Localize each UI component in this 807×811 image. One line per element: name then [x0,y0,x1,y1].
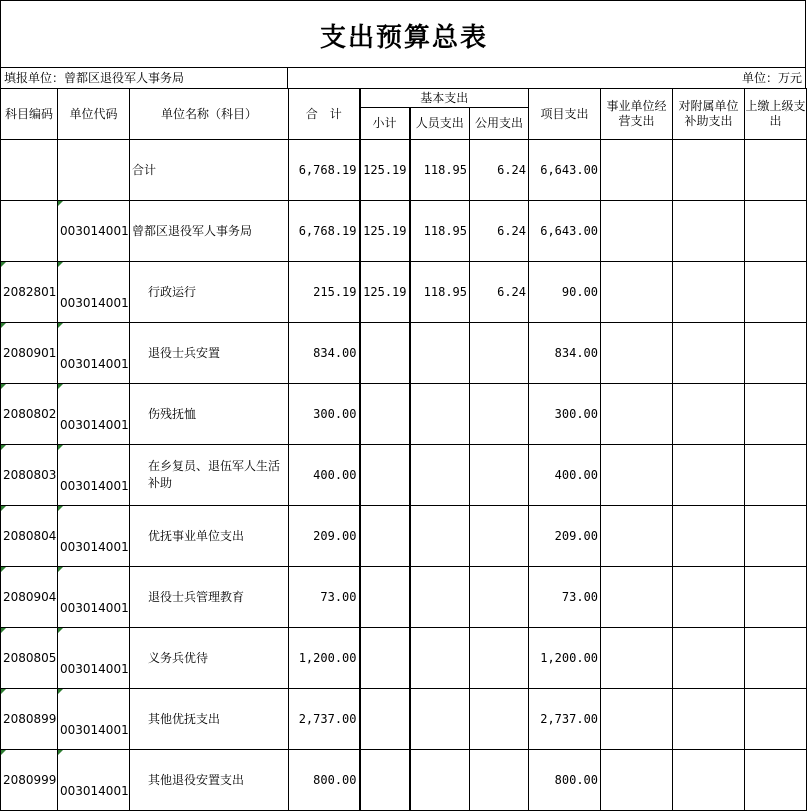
subject-code-cell [1,323,58,384]
total-cell: 73.00 [289,567,360,628]
header-business: 事业单位经营支出 [601,89,673,140]
unit-code-cell [58,201,130,262]
unit-name-cell: 优抚事业单位支出 [130,506,289,567]
header-subtotal: 小计 [360,108,410,140]
subsidy-cell [673,201,745,262]
green-marker-icon [58,323,63,328]
personnel-cell [410,445,470,506]
unit-code-text: 003014001 [60,723,129,737]
green-marker-icon [58,384,63,389]
subtotal-cell: 125.19 [360,140,410,201]
unit-name-cell: 退役士兵管理教育 [130,567,289,628]
subsidy-cell [673,445,745,506]
green-marker-icon [58,750,63,755]
subsidy-cell [673,750,745,811]
business-cell [601,567,673,628]
unit-code-cell [58,445,130,506]
subject-code-cell [1,567,58,628]
business-cell [601,506,673,567]
table-row [1,140,807,201]
subject-code-cell [1,689,58,750]
subject-code-text: 2080802 [3,407,57,421]
subject-code-cell [1,140,58,201]
table-row [1,445,807,506]
upper-cell [745,323,807,384]
subtotal-cell [360,567,410,628]
total-cell: 800.00 [289,750,360,811]
upper-cell [745,384,807,445]
public-cell [470,506,529,567]
subject-code-cell [1,262,58,323]
subject-code-cell [1,750,58,811]
business-cell [601,201,673,262]
table-row [1,506,807,567]
green-marker-icon [58,262,63,267]
unit-name-cell: 伤残抚恤 [130,384,289,445]
subject-code-text: 2080804 [3,529,57,543]
personnel-cell: 118.95 [410,201,470,262]
green-marker-icon [58,445,63,450]
total-cell: 834.00 [289,323,360,384]
table-row [1,628,807,689]
public-cell: 6.24 [470,262,529,323]
subtotal-cell [360,506,410,567]
public-cell [470,689,529,750]
total-cell: 400.00 [289,445,360,506]
subtotal-cell [360,689,410,750]
unit-name-cell: 曾都区退役军人事务局 [130,201,289,262]
upper-cell [745,140,807,201]
unit-code-text: 003014001 [60,601,129,615]
personnel-cell: 118.95 [410,262,470,323]
personnel-cell [410,628,470,689]
green-marker-icon [1,506,6,511]
business-cell [601,323,673,384]
unit-name-cell: 行政运行 [130,262,289,323]
header-unit-code: 单位代码 [58,89,130,140]
unit-name-cell: 其他退役安置支出 [130,750,289,811]
unit-code-cell [58,140,130,201]
unit-name-cell: 其他优抚支出 [130,689,289,750]
header-upper: 上缴上级支出 [745,89,807,140]
subject-code-text: 2080999 [3,773,57,787]
unit-name-cell: 义务兵优待 [130,628,289,689]
unit-code-text: 003014001 [60,357,129,371]
subject-code-cell [1,628,58,689]
header-unit-name: 单位名称（科目） [130,89,289,140]
business-cell [601,750,673,811]
green-marker-icon [1,323,6,328]
header-basic: 基本支出 [360,89,529,108]
header-subject-code: 科目编码 [1,89,58,140]
subsidy-cell [673,567,745,628]
subsidy-cell [673,628,745,689]
green-marker-icon [1,445,6,450]
unit-code-text: 003014001 [60,224,129,238]
subtotal-cell [360,628,410,689]
header-public: 公用支出 [470,108,529,140]
subject-code-text: 2080904 [3,590,57,604]
unit-name-cell: 合计 [130,140,289,201]
header-total: 合 计 [289,89,360,140]
filing-unit-text: 填报单位：曾都区退役军人事务局 [4,71,185,85]
public-cell [470,323,529,384]
personnel-cell: 118.95 [410,140,470,201]
unit-label-text: 单位：万元 [741,71,802,85]
public-cell [470,628,529,689]
filing-unit [0,68,288,88]
unit-code-cell [58,689,130,750]
upper-cell [745,262,807,323]
subtotal-cell: 125.19 [360,201,410,262]
upper-cell [745,445,807,506]
table-row [1,689,807,750]
upper-cell [745,750,807,811]
personnel-cell [410,506,470,567]
total-cell: 209.00 [289,506,360,567]
personnel-cell [410,567,470,628]
total-cell: 1,200.00 [289,628,360,689]
table-row [1,201,807,262]
upper-cell [745,567,807,628]
public-cell [470,445,529,506]
business-cell [601,689,673,750]
project-cell: 6,643.00 [529,201,601,262]
subject-code-text: 2080899 [3,712,57,726]
unit-code-text: 003014001 [60,662,129,676]
upper-cell [745,689,807,750]
subsidy-cell [673,323,745,384]
subtotal-cell [360,384,410,445]
unit-code-text: 003014001 [60,540,129,554]
total-cell: 6,768.19 [289,201,360,262]
green-marker-icon [58,628,63,633]
green-marker-icon [1,262,6,267]
unit-code-text: 003014001 [60,784,129,798]
upper-cell [745,628,807,689]
unit-code-cell [58,506,130,567]
subsidy-cell [673,140,745,201]
personnel-cell [410,750,470,811]
personnel-cell [410,689,470,750]
green-marker-icon [1,750,6,755]
total-cell: 215.19 [289,262,360,323]
unit-name-cell: 在乡复员、退伍军人生活补助 [130,445,289,506]
project-cell: 300.00 [529,384,601,445]
business-cell [601,384,673,445]
total-cell: 2,737.00 [289,689,360,750]
table-row [1,323,807,384]
subject-code-cell [1,201,58,262]
unit-label [288,68,806,88]
project-cell: 209.00 [529,506,601,567]
personnel-cell [410,323,470,384]
unit-code-cell [58,750,130,811]
unit-code-cell [58,567,130,628]
table-row [1,262,807,323]
upper-cell [745,201,807,262]
business-cell [601,140,673,201]
header-personnel: 人员支出 [410,108,470,140]
business-cell [601,628,673,689]
subtotal-cell [360,323,410,384]
subject-code-cell [1,384,58,445]
project-cell: 800.00 [529,750,601,811]
budget-table [0,88,807,811]
business-cell [601,445,673,506]
subtotal-cell [360,445,410,506]
personnel-cell [410,384,470,445]
subsidy-cell [673,262,745,323]
subsidy-cell [673,689,745,750]
green-marker-icon [1,689,6,694]
header-subsidy: 对附属单位补助支出 [673,89,745,140]
table-row [1,384,807,445]
project-cell: 1,200.00 [529,628,601,689]
subject-code-cell [1,445,58,506]
public-cell: 6.24 [470,201,529,262]
table-row [1,750,807,811]
subject-code-text: 2080901 [3,346,57,360]
unit-code-cell [58,628,130,689]
subject-code-text: 2080803 [3,468,57,482]
subtotal-cell [360,750,410,811]
public-cell: 6.24 [470,140,529,201]
green-marker-icon [58,567,63,572]
project-cell: 6,643.00 [529,140,601,201]
table-row [1,567,807,628]
unit-code-cell [58,323,130,384]
green-marker-icon [1,384,6,389]
green-marker-icon [1,567,6,572]
project-cell: 834.00 [529,323,601,384]
project-cell: 2,737.00 [529,689,601,750]
subject-code-cell [1,506,58,567]
unit-code-cell [58,384,130,445]
title-box [0,0,806,68]
unit-code-cell [58,262,130,323]
header-row-1 [1,89,807,108]
subsidy-cell [673,384,745,445]
unit-code-text: 003014001 [60,418,129,432]
green-marker-icon [58,201,63,206]
public-cell [470,384,529,445]
green-marker-icon [1,628,6,633]
unit-code-text: 003014001 [60,296,129,310]
green-marker-icon [58,506,63,511]
public-cell [470,750,529,811]
public-cell [470,567,529,628]
subject-code-text: 2080805 [3,651,57,665]
total-cell: 300.00 [289,384,360,445]
subtotal-cell: 125.19 [360,262,410,323]
business-cell [601,262,673,323]
subsidy-cell [673,506,745,567]
project-cell: 73.00 [529,567,601,628]
upper-cell [745,506,807,567]
subject-code-text: 2082801 [3,285,57,299]
header-project: 项目支出 [529,89,601,140]
project-cell: 400.00 [529,445,601,506]
page-title: 支出预算总表 [319,23,488,53]
unit-code-text: 003014001 [60,479,129,493]
project-cell: 90.00 [529,262,601,323]
total-cell: 6,768.19 [289,140,360,201]
unit-name-cell: 退役士兵安置 [130,323,289,384]
green-marker-icon [58,689,63,694]
